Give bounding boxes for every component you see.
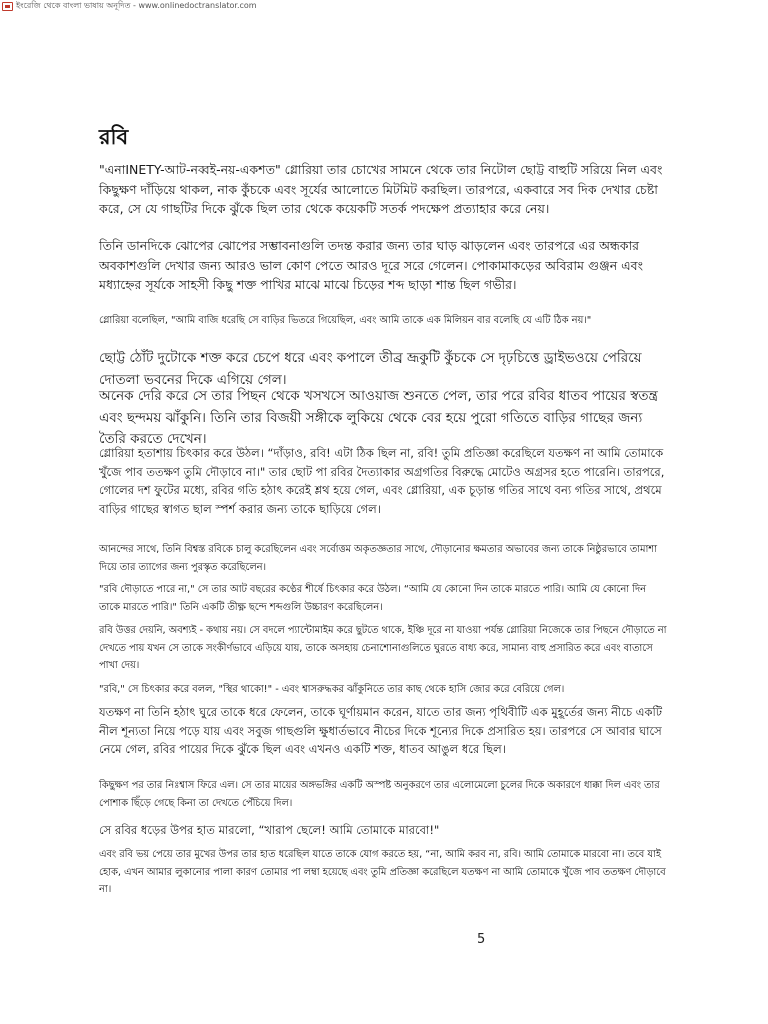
paragraph-2: তিনি ডানদিকে ঝোপের ঝোপের সম্ভাবনাগুলি তদন্ত করার জন্য তার ঘাড় ঝাড়লেন এবং তারপরে এর অন্ধকার অবকাশগুলি দেখার জন্য আরও ভাল কোণ পেতে আরও দূরে সরে গেলেন। পোকামাকড়ের অবিরাম গুঞ্জন এবং মধ্যাহ্নের সূর্যকে সাহসী কিছু শক্ত পাখির মাঝে মাঝে চিড়ের শব্দ ছাড়া শান্ত ছিল গভীর। <box>99 238 644 292</box>
chapter-title: রবি <box>99 125 129 149</box>
paragraph-10: "রবি," সে চিৎকার করে বলল, "স্থির থাকো!" - এবং শ্বাসরুদ্ধকর ঝাঁকুনিতে তার কাছ থেকে হাসি জোর করে বেরিয়ে গেল। <box>99 684 565 695</box>
paragraph-7: আনন্দের সাথে, তিনি বিশ্বস্ত রবিকে চালু করেছিলেন এবং সর্বোত্তম অকৃতজ্ঞতার সাথে, দৌড়ানোর ক্ষমতার অভাবের জন্য তাকে নিষ্ঠুরভাবে তামাশা দিয়ে তার ত্যাগের জন্য পুরস্কৃত করেছিলেন। <box>99 544 657 573</box>
paragraph-13: সে রবির ধড়ের উপর হাত মারলো, “খারাপ ছেলে! আমি তোমাকে মারবো!" <box>99 823 440 837</box>
paragraph-6: গ্লোরিয়া হতাশায় চিৎকার করে উঠল। “দাঁড়াও, রবি! এটা ঠিক ছিল না, রবি! তুমি প্রতিজ্ঞা করেছিলে যতক্ষণ না আমি তোমাকে খুঁজে পাব ততক্ষণ তুমি দৌড়াবে না।" তার ছোট পা রবির দৈত্যাকার অগ্রগতির বিরুদ্ধে মোটেও অগ্রসর হতে পারেনি। তারপরে, গোলের দশ ফুটের মধ্যে, রবির গতি হঠাৎ করেই শ্লথ হয়ে গেল, এবং গ্লোরিয়া, এক চূড়ান্ত গতির সাথে বন্য গতির সাথে, প্রথমে বাড়ির গাছের স্বাগত ছাল স্পর্শ করার জন্য তাকে ছাড়িয়ে গেল। <box>99 446 665 516</box>
paragraph-12: কিছুক্ষণ পর তার নিঃশ্বাস ফিরে এল। সে তার মায়ের অঙ্গভঙ্গির একটি অস্পষ্ট অনুকরণে তার এলোমেলো চুলের দিকে অকারণে ধাক্কা দিল এবং তার পোশাক ছিঁড়ে গেছে কিনা তা দেখতে পেঁচিয়ে দিল। <box>99 780 660 809</box>
paragraph-5: অনেক দেরি করে সে তার পিছন থেকে খসখসে আওয়াজ শুনতে পেল, তার পরে রবির ধাতব পায়ের স্বতন্ত্র এবং ছন্দময় ঝাঁকুনি। তিনি তার বিজয়ী সঙ্গীকে লুকিয়ে থেকে বের হয়ে পুরো গতিতে বাড়ির গাছের জন্য তৈরি করতে দেখেন। <box>99 388 658 447</box>
paragraph-8: "রবি দৌড়াতে পারে না," সে তার আট বছরের কণ্ঠের শীর্ষে চিৎকার করে উঠল। “আমি যে কোনো দিন তাকে মারতে পারি। আমি যে কোনো দিন তাকে মারতে পারি।" তিনি একটি তীক্ষ্ণ ছন্দে শব্দগুলি উচ্চারণ করেছিলেন। <box>99 584 646 613</box>
paragraph-1: "এনাINETY-আট-নব্বই-নয়-একশত" গ্লোরিয়া তার চোখের সামনে থেকে তার নিটোল ছোট্ট বাহুটি সরিয়ে নিল এবং কিছুক্ষণ দাঁড়িয়ে থাকল, নাক কুঁচকে এবং সূর্যের আলোতে মিটমিট করছিল। তারপরে, একবারে সব দিক দেখার চেষ্টা করে, সে যে গাছটির দিকে ঝুঁকে ছিল তার থেকে কয়েকটি সতর্ক পদক্ষেপ প্রত্যাহার করে নেয়। <box>99 162 663 216</box>
paragraph-9: রবি উত্তর দেয়নি, অবশ্যই - কথায় নয়। সে বদলে প্যান্টোমাইম করে ছুটতে থাকে, ইঞ্চি দূরে না যাওয়া পর্যন্ত গ্লোরিয়া নিজেকে তার পিছনে দৌড়াতে না দেখতে পায় যখন সে তাকে সংকীর্ণভাবে এড়িয়ে যায়, তাকে অসহায় চেনাশোনাগুলিতে ঘুরতে বাধ্য করে, সামান্য বাহু প্রসারিত করে এবং বাতাসে পাখা দেয়। <box>99 625 667 671</box>
paragraph-4: ছোট্ট ঠোঁট দুটোকে শক্ত করে চেপে ধরে এবং কপালে তীব্র ভ্রূকুটি কুঁচকে সে দৃঢ়চিত্তে ড্রাইভওয়ে পেরিয়ে দোতলা ভবনের দিকে এগিয়ে গেল। <box>99 350 642 388</box>
page-number: 5 <box>477 932 486 947</box>
translator-logo-icon <box>2 2 13 11</box>
watermark-text: ইংরেজি থেকে বাংলা ভাষায় অনূদিত - www.onlinedoctranslator.com <box>16 0 257 10</box>
paragraph-14: এবং রবি ভয় পেয়ে তার মুখের উপর তার হাত ধরেছিল যাতে তাকে যোগ করতে হয়, “না, আমি করব না, রবি। আমি তোমাকে মারবো না। তবে যাই হোক, এখন আমার লুকানোর পালা কারণ তোমার পা লম্বা হয়েছে এবং তুমি প্রতিজ্ঞা করেছিলে যতক্ষণ না আমি তোমাকে খুঁজে পাব ততক্ষণ দৌড়াবে না। <box>99 849 666 895</box>
translator-watermark[interactable] <box>2 0 257 12</box>
paragraph-3: গ্লোরিয়া বলেছিল, "আমি বাজি ধরেছি সে বাড়ির ভিতরে গিয়েছিল, এবং আমি তাকে এক মিলিয়ন বার বলেছি যে এটি ঠিক নয়।" <box>99 315 592 326</box>
paragraph-11: যতক্ষণ না তিনি হঠাৎ ঘুরে তাকে ধরে ফেলেন, তাকে ঘূর্ণায়মান করেন, যাতে তার জন্য পৃথিবীটি এক মুহূর্তের জন্য নীচে একটি নীল শূন্যতা নিয়ে পড়ে যায় এবং সবুজ গাছগুলি ক্ষুধার্তভাবে নীচের দিকে শূন্যের দিকে প্রসারিত হয়। তারপরে সে আবার ঘাসে নেমে গেল, রবির পায়ের দিকে ঝুঁকে ছিল এবং এখনও একটি শক্ত, ধাতব আঙুল ধরে ছিল। <box>99 705 663 756</box>
